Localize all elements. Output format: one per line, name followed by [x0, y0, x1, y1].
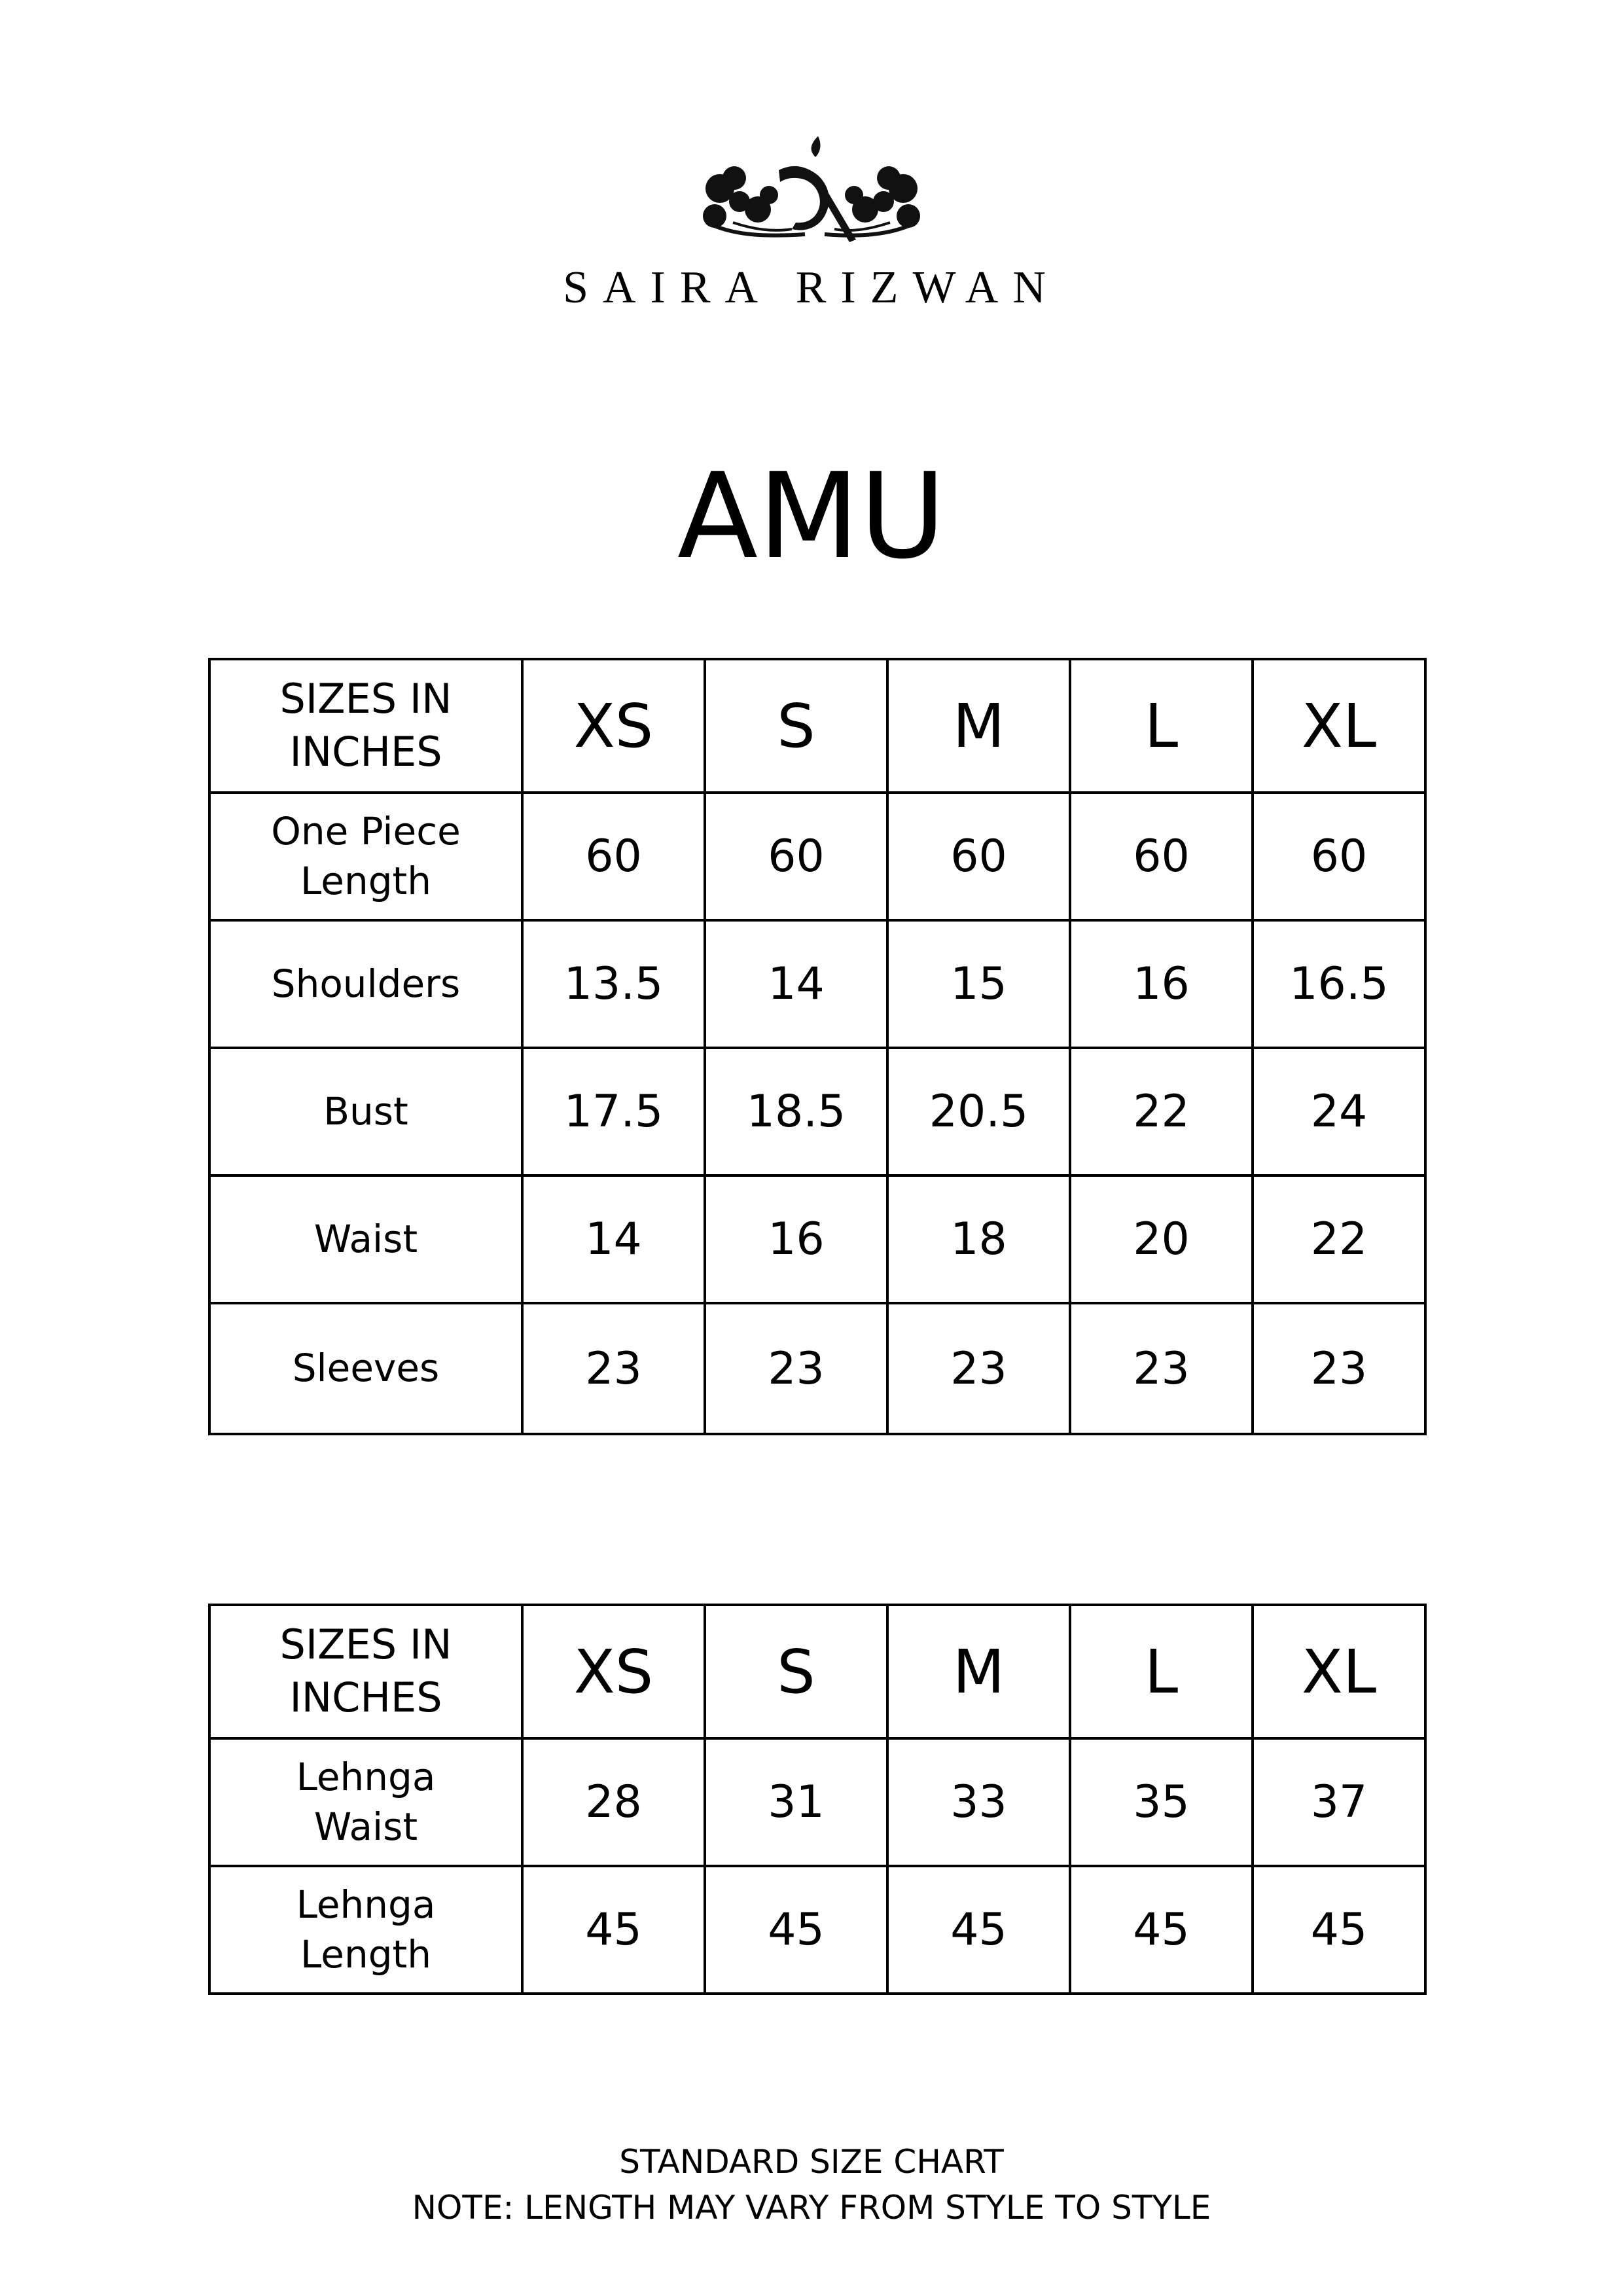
table-row	[209, 920, 1425, 1048]
row-label-line: Length	[300, 1931, 432, 1977]
value-cell: 31	[705, 1738, 887, 1866]
value-cell: 23	[1070, 1303, 1253, 1434]
value-cell: 45	[887, 1866, 1070, 1994]
size-header-cell: L	[1070, 659, 1253, 793]
value-cell: 23	[1253, 1303, 1425, 1434]
row-label-cell	[209, 793, 522, 920]
footer-standard-size-chart: STANDARD SIZE CHART	[619, 2143, 1004, 2181]
floral-monogram-icon	[694, 124, 929, 249]
value-cell: 14	[705, 920, 887, 1048]
size-header-cell: S	[705, 659, 887, 793]
bottom-size-table	[208, 1604, 1427, 1995]
value-cell: 20	[1070, 1175, 1253, 1303]
top-size-table	[208, 658, 1427, 1435]
header-label-line: INCHES	[289, 728, 442, 776]
value-cell: 60	[1253, 793, 1425, 920]
header-label-line: INCHES	[289, 1674, 442, 1721]
header-label-cell	[209, 659, 522, 793]
size-header-cell: M	[887, 659, 1070, 793]
value-cell: 37	[1253, 1738, 1425, 1866]
value-cell: 45	[522, 1866, 705, 1994]
value-cell: 45	[705, 1866, 887, 1994]
value-cell: 45	[1070, 1866, 1253, 1994]
value-cell: 16	[1070, 920, 1253, 1048]
row-label-cell	[209, 1866, 522, 1994]
value-cell: 22	[1253, 1175, 1425, 1303]
value-cell: 16.5	[1253, 920, 1425, 1048]
row-label-line: One Piece	[271, 809, 461, 854]
value-cell: 45	[1253, 1866, 1425, 1994]
value-cell: 18	[887, 1175, 1070, 1303]
value-cell: 20.5	[887, 1048, 1070, 1175]
row-label-cell: Sleeves	[209, 1303, 522, 1434]
row-label-line: Length	[300, 858, 432, 903]
value-cell: 33	[887, 1738, 1070, 1866]
table-row	[209, 1866, 1425, 1994]
table-header-row	[209, 659, 1425, 793]
value-cell: 60	[522, 793, 705, 920]
size-header-cell: S	[705, 1605, 887, 1738]
row-label-cell	[209, 1738, 522, 1866]
row-label-line: Lehnga	[296, 1882, 436, 1928]
brand-name: SAIRA RIZWAN	[563, 262, 1060, 313]
value-cell: 28	[522, 1738, 705, 1866]
value-cell: 15	[887, 920, 1070, 1048]
row-label-cell: Bust	[209, 1048, 522, 1175]
size-header-cell: XL	[1253, 1605, 1425, 1738]
size-header-cell: XS	[522, 1605, 705, 1738]
value-cell: 60	[1070, 793, 1253, 920]
header-label-cell	[209, 1605, 522, 1738]
size-header-cell: XS	[522, 659, 705, 793]
header-label-line: SIZES IN	[279, 675, 452, 723]
value-cell: 14	[522, 1175, 705, 1303]
value-cell: 23	[887, 1303, 1070, 1434]
table-row	[209, 1738, 1425, 1866]
table-header-row	[209, 1605, 1425, 1738]
value-cell: 23	[705, 1303, 887, 1434]
table-row	[209, 1303, 1425, 1434]
table-row	[209, 1175, 1425, 1303]
value-cell: 23	[522, 1303, 705, 1434]
size-header-cell: L	[1070, 1605, 1253, 1738]
row-label-cell: Waist	[209, 1175, 522, 1303]
size-header-cell: M	[887, 1605, 1070, 1738]
value-cell: 13.5	[522, 920, 705, 1048]
row-label-line: Waist	[313, 1804, 418, 1849]
row-label-cell: Shoulders	[209, 920, 522, 1048]
value-cell: 35	[1070, 1738, 1253, 1866]
table-row	[209, 793, 1425, 920]
value-cell: 60	[705, 793, 887, 920]
value-cell: 17.5	[522, 1048, 705, 1175]
value-cell: 60	[887, 793, 1070, 920]
row-label-line: Lehnga	[296, 1755, 436, 1800]
value-cell: 22	[1070, 1048, 1253, 1175]
value-cell: 16	[705, 1175, 887, 1303]
value-cell: 24	[1253, 1048, 1425, 1175]
table-row	[209, 1048, 1425, 1175]
page-title: AMU	[677, 448, 946, 585]
header-label-line: SIZES IN	[279, 1621, 452, 1669]
value-cell: 18.5	[705, 1048, 887, 1175]
footer-note: NOTE: LENGTH MAY VARY FROM STYLE TO STYLE	[412, 2189, 1211, 2227]
size-header-cell: XL	[1253, 659, 1425, 793]
